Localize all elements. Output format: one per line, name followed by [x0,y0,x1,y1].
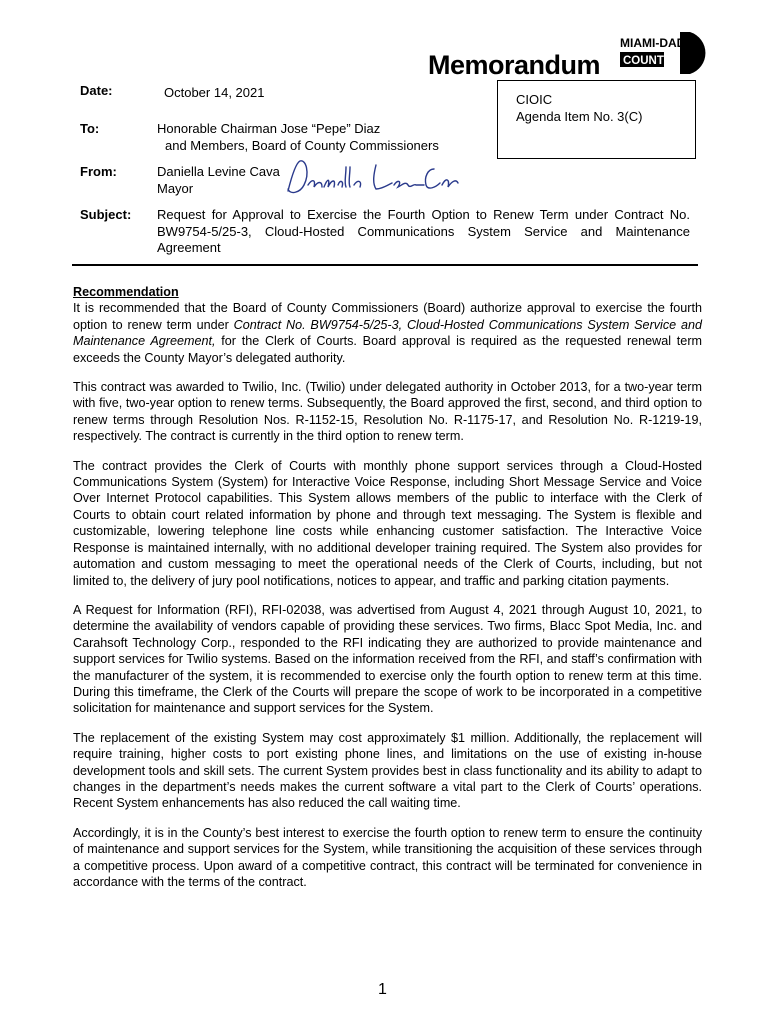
from-line2: Mayor [157,180,194,196]
contract-name: Contract No. BW9754-5/25-3, Cloud-Hosted Communications System Service and Maintenance Agreement, [73,317,702,349]
paragraph-1-end: for the Clerk of Courts. Board approval is required as the requested renewal term exceeds the County Mayor’s delegated authority. [73,334,702,365]
from-line1: Daniella Levine Cava [157,164,280,179]
paragraph-3: The contract provides the Clerk of Courts with monthly phone support services through a Cloud-Hosted Communications System (System) for Interactive Voice Response, including Short Message Service and Voice Over Internet Protocol capabilities. This System allows members of the public to interface with the Clerk of Courts to obtain court related information by phone and through text messaging. The System is flexible and customizable, lowering telephone line costs while enhancing customer satisfaction. The Interactive Voice Response is maintained internally, with no additional developer training required. The System also provides for automation and custom messaging to meet the operational needs of the Clerk of Courts, including, but not limited to, the delivery of jury pool notifications, notices to appear, and traffic and parking citation payments. [73,458,702,588]
logo-line2: COUNTY [623,55,672,67]
miami-dade-county-logo [618,30,712,76]
to-line1: Honorable Chairman Jose “Pepe” Diaz [157,121,381,136]
agenda-box-line2: Agenda Item No. 3(C) [516,109,643,124]
recommendation-heading: Recommendation [73,285,179,299]
agenda-item-box [497,80,696,159]
paragraph-1-start: It is recommended that the Board of County Commissioners (Board) authorize approval to exercise the fourth option to renew term under [73,301,702,332]
to-label: To: [80,121,100,136]
logo-line1: MIAMI-DADE [620,36,694,50]
date-label: Date: [80,83,113,98]
paragraph-1 [73,300,702,366]
from-value [157,164,280,197]
paragraph-6: Accordingly, it is in the County’s best interest to exercise the fourth option to renew term to ensure the continuity of maintenance and support services for the System, while transitioning the acquisition of these services through a competitive process. Upon award of a competitive contract, this contract will be terminated for convenience in accordance with the terms of the contract. [73,825,702,889]
to-line2: and Members, Board of County Commissioners [165,137,439,153]
date-value: October 14, 2021 [164,85,265,100]
header-divider [72,264,698,266]
subject-label: Subject: [80,207,132,222]
subject-value: Request for Approval to Exercise the Fourth Option to Renew Term under Contract No. BW9754-5/25-3, Cloud-Hosted Communications System Service and Maintenance Agreement [157,207,690,255]
agenda-box-line1: CIOIC [516,92,553,107]
paragraph-4: A Request for Information (RFI), RFI-02038, was advertised from August 4, 2021 through August 10, 2021, to determine the availability of vendors capable of providing these services. Two firms, Blacc Spot Media, Inc. and Carahsoft Technology Corp., responded to the RFI indicating they are authorized to provide maintenance and support services for Twilio systems. Based on the information received from the RFI, and staff’s confirmation with the manufacturer of the system, it is recommended to exercise only the fourth option to renew term at this time. During this timeframe, the Clerk of the Courts will prepare the scope of work to be incorporated in a competitive solicitation for maintenance and support services for the System. [73,602,702,716]
signature-image [284,155,464,199]
memo-title: Memorandum [428,50,601,80]
from-label: From: [80,164,117,179]
paragraph-5: The replacement of the existing System may cost approximately $1 million. Additionally, the replacement will require training, higher costs to port existing phone lines, and limitations on the use of existing in-house development tools and skill sets. The current System provides best in class functionality and its ability to adapt to changes in the department’s needs makes the current software a vital part to the Clerk of Courts’ operations. Recent System enhancements has also reduced the call waiting time. [73,730,702,811]
page-number: 1 [378,981,387,998]
to-value [157,121,439,154]
paragraph-2: This contract was awarded to Twilio, Inc. (Twilio) under delegated authority in October 2013, for a two-year term with five, two-year option to renew terms. Subsequently, the Board approved the first, second, and third option to renew terms through Resolution Nos. R-1152-15, Resolution No. R-1175-17, and Resolution No. R-1219-19, respectively. The contract is currently in the third option to renew term. [73,380,702,444]
memo-body [73,284,702,903]
